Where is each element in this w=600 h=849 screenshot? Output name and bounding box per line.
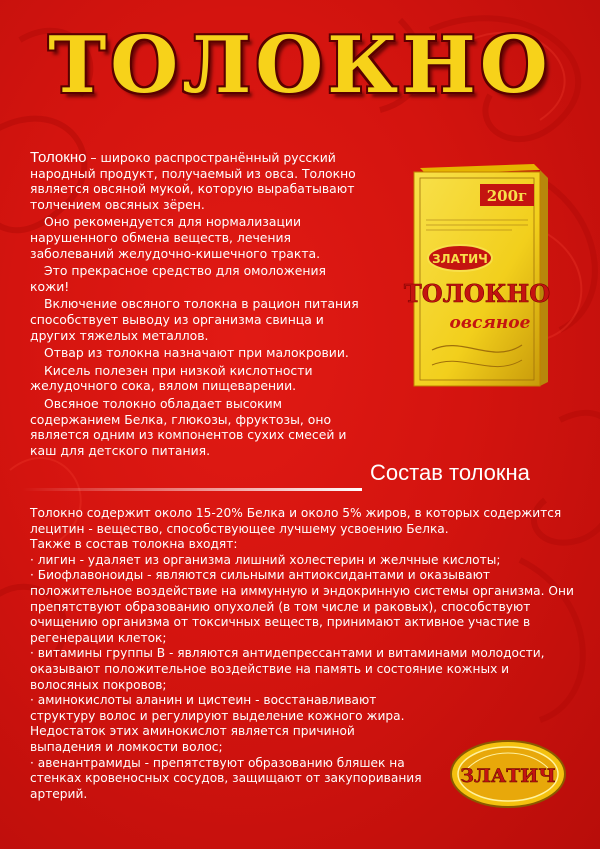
box-product-variant: овсяное <box>449 313 531 333</box>
intro-paragraph: Кисель полезен при низкой кислотности желудочного сока, вялом пищеварении. <box>30 362 313 394</box>
composition-paragraph: Толокно содержит около 15-20% Белка и около 5% жиров, в которых содержится лецитин - вещество, способствующее лучшему усвоению Белка. <box>30 506 562 536</box>
product-box-image <box>402 160 552 390</box>
box-brand-label: ЗЛАТИЧ <box>432 252 488 266</box>
composition-paragraph: Также в состав толокна входят: <box>30 537 238 552</box>
brand-logo <box>448 738 568 810</box>
box-weight-label: 200г <box>486 187 528 205</box>
composition-paragraph: · авенантрамиды - препятствуют образованию бляшек на стенках кровеносных сосудов, защищают от закупоривания артерий. <box>30 755 422 801</box>
composition-paragraph: · лигин - удаляет из организма лишний холестерин и желчные кислоты; <box>30 552 501 567</box>
intro-text <box>30 150 368 460</box>
section-title: Состав толокна <box>370 460 530 485</box>
intro-paragraph: Это прекрасное средство для омоложения кожи! <box>30 263 326 294</box>
intro-paragraph: Включение овсяного толокна в рацион питания способствует выводу из организма свинца и других тяжелых металлов. <box>30 296 359 343</box>
composition-paragraph: · витамины группы В - являются антидепрессантами и витаминами молодости, оказывают положительное воздействие на память и состояние кожных и волосяных покровов; <box>30 646 545 692</box>
intro-paragraph: Отвар из толокна назначают при малокровии. <box>44 345 349 361</box>
intro-paragraph: Овсяное толокно обладает высоким содержанием Белка, глюкозы, фруктозы, оно является одним из компонентов сухих смесей и каш для детского питания. <box>30 395 347 458</box>
composition-paragraph: · аминокислоты аланин и цистеин - восстанавливают структуру волос и регулируют выделение кожного жира. Недостаток этих аминокислот является причиной выпадения и ломкости волос; <box>30 693 405 754</box>
section-divider <box>22 482 382 498</box>
intro-paragraph: Оно рекомендуется для нормализации нарушенного обмена веществ, лечения заболеваний желудочно-кишечного тракта. <box>30 214 321 261</box>
box-product-name: ТОЛОКНО <box>403 279 551 308</box>
intro-lead-word: Толокно <box>30 149 87 166</box>
logo-text: ЗЛАТИЧ <box>460 765 556 787</box>
intro-paragraph: Толокно – широко распространённый русский народный продукт, получаемый из овса. Толокно является овсяной мукой, которую вырабатывают толчением овсяных зёрен. <box>30 149 356 212</box>
composition-paragraph: · Биофлавоноиды - являются сильными антиоксидантами и оказывают положительное воздействие на иммунную и эндокринную системы организма. Они препятствуют образованию опухолей (в том числе и раковых), способствуют очищению организма от токсичных веществ, принимают активное участие в регенерации клеток; <box>30 568 574 645</box>
page-title: ТОЛОКНО <box>48 20 552 111</box>
